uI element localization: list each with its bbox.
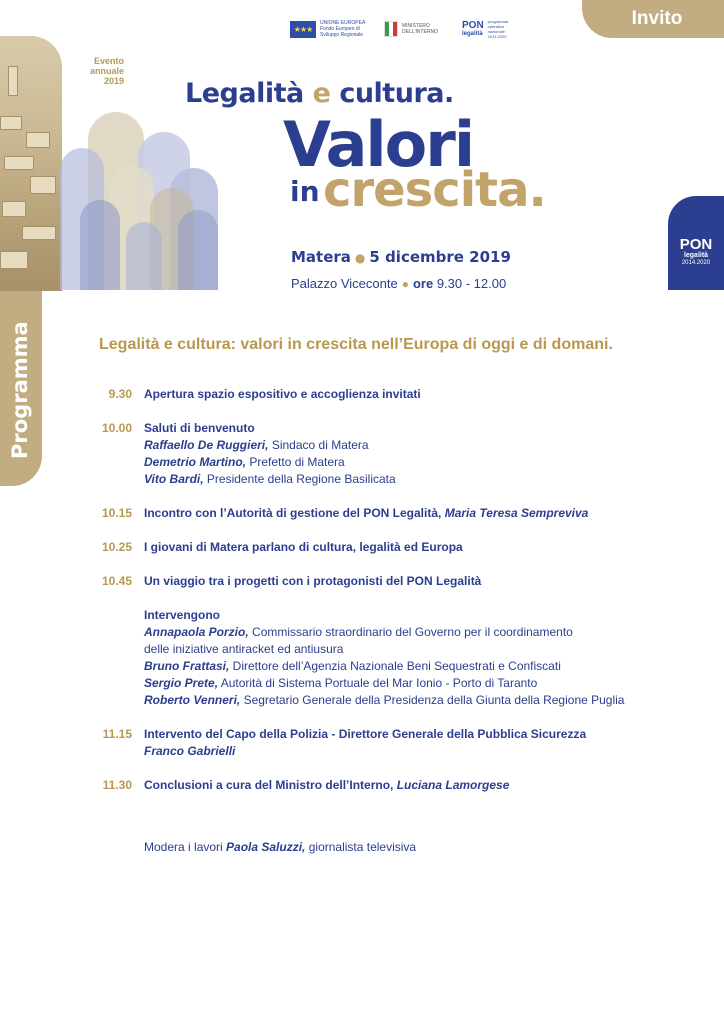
event-venue-time bbox=[291, 276, 506, 291]
agenda-item bbox=[90, 386, 690, 403]
pon-small-sub: programma operativo nazionale 2014.2020 bbox=[487, 19, 509, 39]
agenda-title: Apertura spazio espositivo e accoglienza invitati bbox=[144, 387, 421, 401]
event-city: Matera bbox=[291, 248, 351, 266]
pon-badge-legalita: legalità bbox=[683, 251, 709, 259]
title-line1 bbox=[185, 78, 454, 109]
program-subtitle: Legalità e cultura: valori in crescita nell’Europa di oggi e di domani. bbox=[99, 336, 613, 353]
speaker: Sergio Prete, Autorità di Sistema Portuale del Mar Ionio - Porto di Taranto bbox=[144, 676, 538, 690]
evento-annuale: Evento annuale 2019 bbox=[89, 56, 124, 86]
speaker: Demetrio Martino, Prefetto di Matera bbox=[144, 455, 345, 469]
agenda-item bbox=[90, 505, 690, 522]
speaker-role-cont: delle iniziative antiracket ed antiusura bbox=[144, 642, 344, 656]
italy-flag-icon bbox=[384, 21, 398, 37]
agenda-time: 10.25 bbox=[101, 540, 132, 554]
title-legalita: Legalità bbox=[185, 78, 304, 109]
agenda-time: 10.15 bbox=[101, 506, 132, 520]
event-hours: 9.30 - 12.00 bbox=[436, 276, 507, 291]
agenda-title: Intervento del Capo della Polizia - Direttore Generale della Pubblica Sicurezza bbox=[144, 727, 587, 741]
speaker: Roberto Venneri, Segretario Generale della Presidenza della Giunta della Regione Puglia bbox=[144, 693, 625, 707]
pon-badge-years: 2014.2020 bbox=[681, 259, 711, 266]
pon-logo-small bbox=[462, 19, 518, 39]
intervengono-label: Intervengono bbox=[144, 608, 221, 622]
event-city-date bbox=[291, 248, 511, 266]
pon-badge bbox=[668, 196, 724, 290]
speaker: Annapaola Porzio, Commissario straordinario del Governo per il coordinamento bbox=[144, 625, 573, 639]
title-valori: Valori bbox=[283, 108, 474, 181]
ministero-text: MINISTERO DELL'INTERNO bbox=[402, 23, 438, 35]
separator-dot-icon: ● bbox=[354, 251, 366, 265]
logo-strip bbox=[290, 18, 518, 40]
invito-tab bbox=[582, 0, 724, 38]
eu-logo bbox=[290, 20, 372, 38]
title-e: e bbox=[312, 78, 331, 109]
agenda-time: 10.00 bbox=[101, 421, 132, 435]
speaker: Raffaello De Ruggieri, Sindaco di Matera bbox=[144, 438, 369, 452]
agenda-time: 11.15 bbox=[102, 727, 132, 741]
invito-label: Invito bbox=[631, 8, 683, 29]
ore-label: ore bbox=[412, 276, 434, 291]
agenda-item bbox=[90, 726, 690, 760]
agenda-time: 10.45 bbox=[101, 574, 132, 588]
title-crescita: crescita. bbox=[323, 162, 546, 218]
agenda-title: I giovani di Matera parlano di cultura, legalità ed Europa bbox=[144, 540, 463, 554]
title-in: in bbox=[290, 175, 320, 208]
agenda-time: 11.30 bbox=[102, 778, 132, 792]
agenda-time: 9.30 bbox=[108, 387, 132, 401]
pon-small-legalita: legalità bbox=[462, 30, 483, 37]
decorative-arches bbox=[40, 100, 230, 290]
agenda-item bbox=[90, 777, 690, 794]
pon-badge-name: PON bbox=[679, 235, 713, 253]
speaker: Vito Bardi, Presidente della Regione Basilicata bbox=[144, 472, 396, 486]
agenda-item bbox=[90, 420, 690, 488]
agenda-item bbox=[90, 539, 690, 556]
pon-small-name: PON bbox=[462, 19, 484, 31]
eu-flag-icon: ★★★ bbox=[290, 21, 316, 38]
event-venue: Palazzo Viceconte bbox=[291, 276, 398, 291]
programma-tab bbox=[0, 291, 42, 486]
programma-label: Programma bbox=[8, 321, 32, 459]
speaker: Franco Gabrielli bbox=[144, 744, 236, 758]
agenda-title: Saluti di benvenuto bbox=[144, 421, 255, 435]
title-cultura: cultura. bbox=[339, 78, 454, 109]
agenda bbox=[90, 386, 690, 811]
event-date: 5 dicembre 2019 bbox=[369, 248, 511, 266]
separator-dot-icon: ● bbox=[401, 277, 409, 291]
speaker: Bruno Frattasi, Direttore dell’Agenzia Nazionale Beni Sequestrati e Confiscati bbox=[144, 659, 561, 673]
agenda-title: Incontro con l’Autorità di gestione del PON Legalità, Maria Teresa Sempreviva bbox=[144, 506, 589, 520]
eu-logo-text: UNIONE EUROPEA Fondo Europeo di Sviluppo Regionale bbox=[320, 20, 366, 38]
ministero-logo bbox=[384, 21, 450, 37]
agenda-title: Un viaggio tra i progetti con i protagonisti del PON Legalità bbox=[144, 574, 482, 588]
agenda-title: Conclusioni a cura del Ministro dell’Interno, Luciana Lamorgese bbox=[144, 778, 510, 792]
agenda-item bbox=[90, 573, 690, 709]
moderatore: Modera i lavori Paola Saluzzi, giornalista televisiva bbox=[144, 840, 417, 854]
